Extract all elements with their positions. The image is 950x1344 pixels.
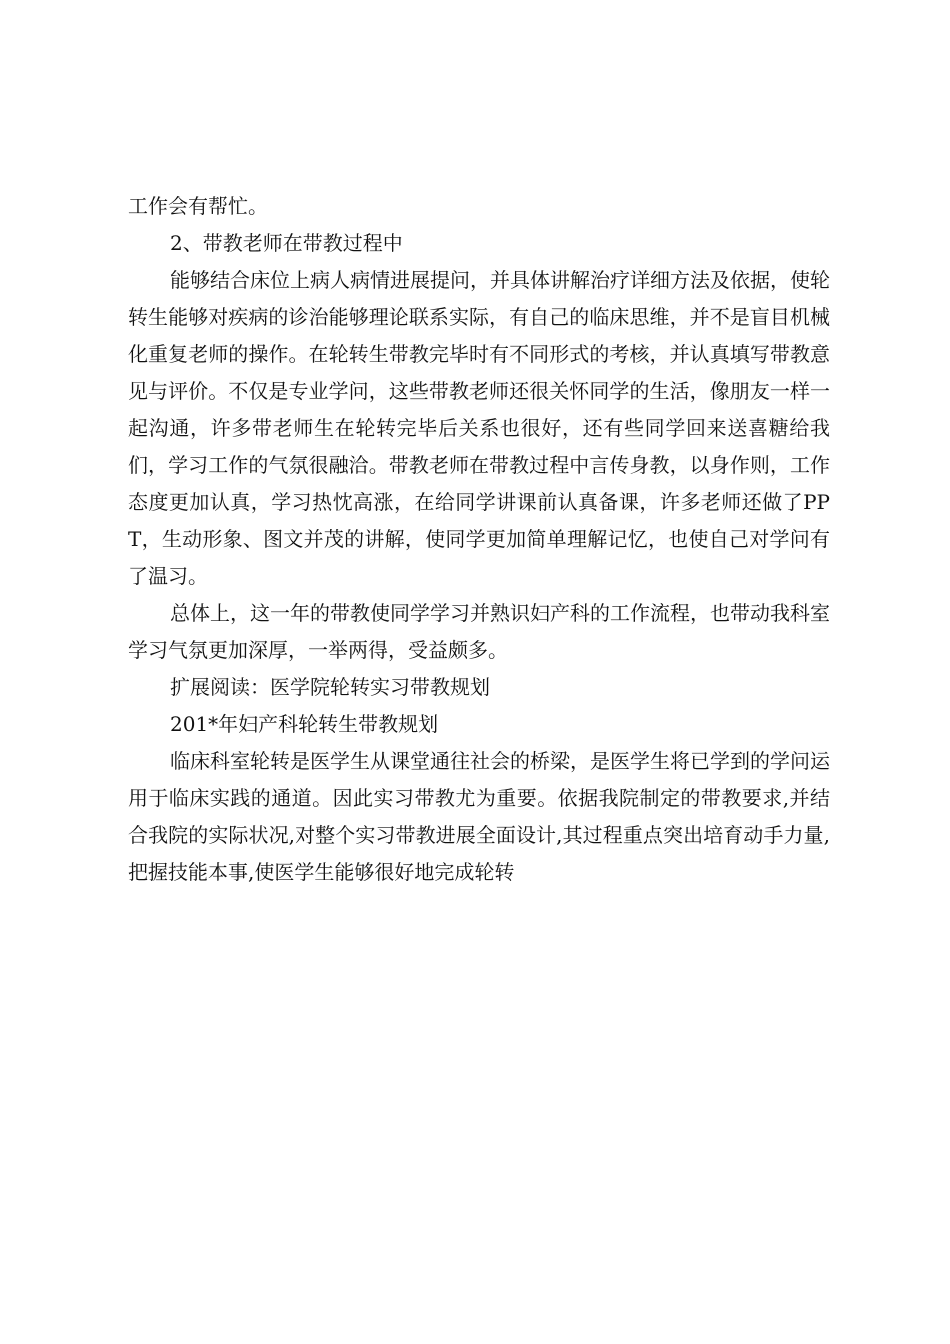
- paragraph-2-heading: 2、带教老师在带教过程中: [170, 231, 403, 255]
- paragraph-7: 临床科室轮转是医学生从课堂通往社会的桥梁，是医学生将已学到的学问运用于临床实践的通道。因此实习带教尤为重要。依据我院制定的带教要求,并结合我院的实际状况,对整个实习带教进展全面设计,其过程重点突出培育动手力量,把握技能本事,使医学生能够很好地完成轮转: [128, 749, 830, 884]
- paragraph-1: 工作会有帮忙。: [128, 194, 268, 218]
- document-body: [128, 188, 830, 891]
- paragraph-3: 能够结合床位上病人病情进展提问，并具体讲解治疗详细方法及依据，使轮转生能够对疾病的诊治能够理论联系实际，有自己的临床思维，并不是盲目机械化重复老师的操作。在轮转生带教完毕时有不同形式的考核，并认真填写带教意见与评价。不仅是专业学问，这些带教老师还很关怀同学的生活，像朋友一样一起沟通，许多带老师生在轮转完毕后关系也很好，还有些同学回来送喜糖给我们，学习工作的气氛很融洽。带教老师在带教过程中言传身教，以身作则，工作态度更加认真，学习热忱高涨，在给同学讲课前认真备课，许多老师还做了PPT，生动形象、图文并茂的讲解，使同学更加简单理解记忆，也使自己对学问有了温习。: [128, 268, 830, 588]
- paragraph-6-plan-title: 201*年妇产科轮转生带教规划: [170, 712, 439, 736]
- paragraph-4: 总体上，这一年的带教使同学学习并熟识妇产科的工作流程，也带动我科室学习气氛更加深厚，一举两得，受益颇多。: [128, 601, 830, 662]
- paragraph-5-extended-reading: 扩展阅读：医学院轮转实习带教规划: [170, 675, 490, 699]
